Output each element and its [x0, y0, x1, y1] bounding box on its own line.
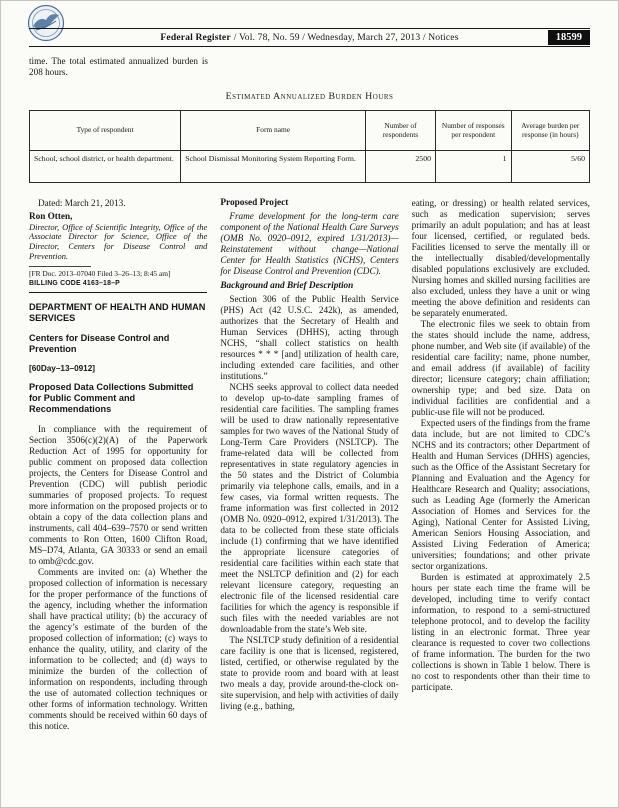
paragraph: NCHS seeks approval to collect data needed to develop up-to-date sampling frames of residential care facilities. The sampling frames will be used to draw nationally representative samples for two waves of the National Study of Long-Term Care Providers (NSLTCP). The frame-related data will be collected from representatives in state regulatory agencies in the 50 states and the District of Columbia primarily via telephone calls, emails, and in a few cases, via formal written requests. The frame information was first collected in 2012 (OMB No. 0920–0912, expired 1/31/2013). The data to be collected from these state officials include (1) confirming that we have identified the appropriate licensure categories of residential care facilities within each state that meet the NSLTCP definition and (2) for each relevant licensure category, requesting an electronic file of the licensed residential care facilities for which the agency is responsible if such files with the needed variables are not downloadable from the state’s Web site. — [220, 382, 399, 634]
article-columns — [29, 198, 590, 786]
paragraph: Expected users of the findings from the frame data include, but are not limited to CDC’s NCHS and its contractors; other Department of Health and Human Services (DHHS) agencies, such as the Office of the Assistant Secretary for Planning and Evaluation and the Agency for Healthcare Research and Quality; associations, such as Leading Age (formerly the American Association of Homes and Services for the Aging), National Center for Assisted Living, American Seniors Housing Association, and Assisted Living Federation of America; universities; foundations; and other private sector organizations. — [411, 418, 590, 571]
billing-code: BILLING CODE 4163–18–P — [29, 280, 120, 288]
table-row — [30, 151, 590, 183]
page-header — [29, 28, 590, 47]
project-title-paragraph: Frame development for the long-term care component of the National Health Care Surveys (OMB No. 0920–0912, expired 1/31/2013)—Reinstatement without change—National Center for Health Statistics (NCHS), Centers for Disease Control and Prevention (CDC). — [220, 211, 399, 276]
right-column — [412, 198, 590, 786]
left-column — [29, 198, 207, 786]
middle-column — [220, 198, 398, 786]
burden-table — [29, 110, 590, 183]
col-header-type-of-respondent: Type of respondent — [30, 111, 181, 151]
header-row — [30, 111, 590, 151]
continued-paragraph: eating, or dressing) or health related services, such as medication supervision; serves primarily an adult population; and has at least four licensed, certified, or regulated beds. Facilities licensed to serve the mentally ill or the intellectually disabled/developmentally disabled populations exclusively are excluded. Nursing homes and skilled nursing facilities are also excluded, unless they have a unit or wing meeting the above definition and residents can be separately enumerated. — [411, 198, 590, 318]
document-divider — [29, 292, 207, 293]
col-header-form-name: Form name — [181, 111, 366, 151]
cell-average-burden: 5/60 — [511, 151, 589, 183]
cell-form-name: School Dismissal Monitoring System Reporting Form. — [181, 151, 366, 183]
cell-type-of-respondent: School, school district, or health department. — [30, 151, 181, 183]
burden-table-body — [30, 151, 590, 183]
col-header-average-burden: Average burden per response (in hours) — [511, 111, 589, 151]
paragraph: In compliance with the requirement of Section 3506(c)(2)(A) of the Paperwork Reduction Act of 1995 for opportunity for public comment on proposed data collection projects, the Centers for Disease Control and Prevention (CDC) will publish periodic summaries of proposed projects. To request more information on the proposed projects or to obtain a copy of the data collection plans and instruments, call 404–639–7570 or send written comments to Ron Otten, 1600 Clifton Road, MS–D74, Atlanta, GA 30333 or send an email to omb@cdc.gov. — [29, 424, 208, 567]
notice-title: Proposed Data Collections Submitted for Public Comment and Recommendations — [29, 382, 194, 415]
burden-table-title: Estimated Annualized Burden Hours — [225, 91, 394, 102]
fr-doc-line: [FR Doc. 2013–07040 Filed 3–26–13; 8:45 am] — [29, 268, 171, 278]
col-header-number-of-respondents: Number of respondents — [365, 111, 435, 151]
burden-table-head — [30, 111, 590, 151]
docket-number: [60Day–13–0912] — [29, 364, 96, 374]
signer-name: Ron Otten, — [29, 211, 73, 221]
issue-info: / Vol. 78, No. 59 / Wednesday, March 27, 2013 / Notices — [233, 32, 459, 43]
page-number-badge: 18599 — [548, 30, 590, 45]
section-heading-proposed-project: Proposed Project — [220, 198, 289, 208]
paragraph: The NSLTCP study definition of a residential care facility is one that is licensed, registered, listed, certified, or otherwise regulated by the state to provide room and board with at least two meals a day, provide around-the-clock on-site supervision, and help with activities of daily living (e.g., bathing, — [220, 635, 399, 711]
agency-heading: Centers for Disease Control and Prevention — [29, 333, 170, 355]
dated-line: Dated: March 21, 2013. — [38, 198, 126, 208]
signer-title: Director, Office of Scientific Integrity, Office of the Associate Director for Science, Office of the Director, Centers for Disease Control and Prevention. — [29, 221, 208, 261]
paragraph: Comments are invited on: (a) Whether the proposed collection of information is necessary for the proper performance of the functions of the agency, including whether the information shall have practical utility; (b) the accuracy of the agency’s estimate of the burden of the proposed collection of information; (c) ways to enhance the quality, utility, and clarity of the information to be collected; and (d) ways to minimize the burden of the collection of information on respondents, including through the use of automated collection techniques or other forms of information technology. Written comments should be received within 60 days of this notice. — [29, 567, 208, 732]
cell-responses-per-respondent: 1 — [435, 151, 511, 183]
department-heading: DEPARTMENT OF HEALTH AND HUMAN SERVICES — [29, 302, 206, 324]
paragraph: Burden is estimated at approximately 2.5 hours per state each time the frame will be developed, including time to verify contact information, to respond to a semi-structured telephone protocol, and to develop the facility listing in an electronic format. Three year clearance is requested to cover two collections of frame information. The burden for the two collections is shown in Table 1 below. There is no cost to respondents other than their time to participate. — [411, 572, 590, 692]
signature-divider — [29, 266, 91, 267]
header-citation — [29, 32, 590, 43]
col-header-responses-per-respondent: Number of responses per respondent — [435, 111, 511, 151]
cell-number-of-respondents: 2500 — [365, 151, 435, 183]
section-heading-background: Background and Brief Description — [220, 281, 354, 291]
journal-name: Federal Register — [160, 32, 231, 43]
paragraph: Section 306 of the Public Health Service (PHS) Act (42 U.S.C. 242k), as amended, authorizes that the Secretary of Health and Human Services (DHHS), acting through NCHS, “shall collect statistics on health resources * * * [and] utilization of health care, including extended care facilities, and other institutions.” — [220, 294, 399, 381]
continuation-paragraph: time. The total estimated annualized burden is 208 hours. — [29, 56, 208, 77]
paragraph: The electronic files we seek to obtain from the states should include the name, address, phone number, and Web site (if available) of the residential care facility; name, phone number, and email address (if available) of facility director; licensure category; chain affiliation; ownership type; and bed size. Data on individual facilities are confidential and a public-use file will not be produced. — [411, 319, 590, 417]
